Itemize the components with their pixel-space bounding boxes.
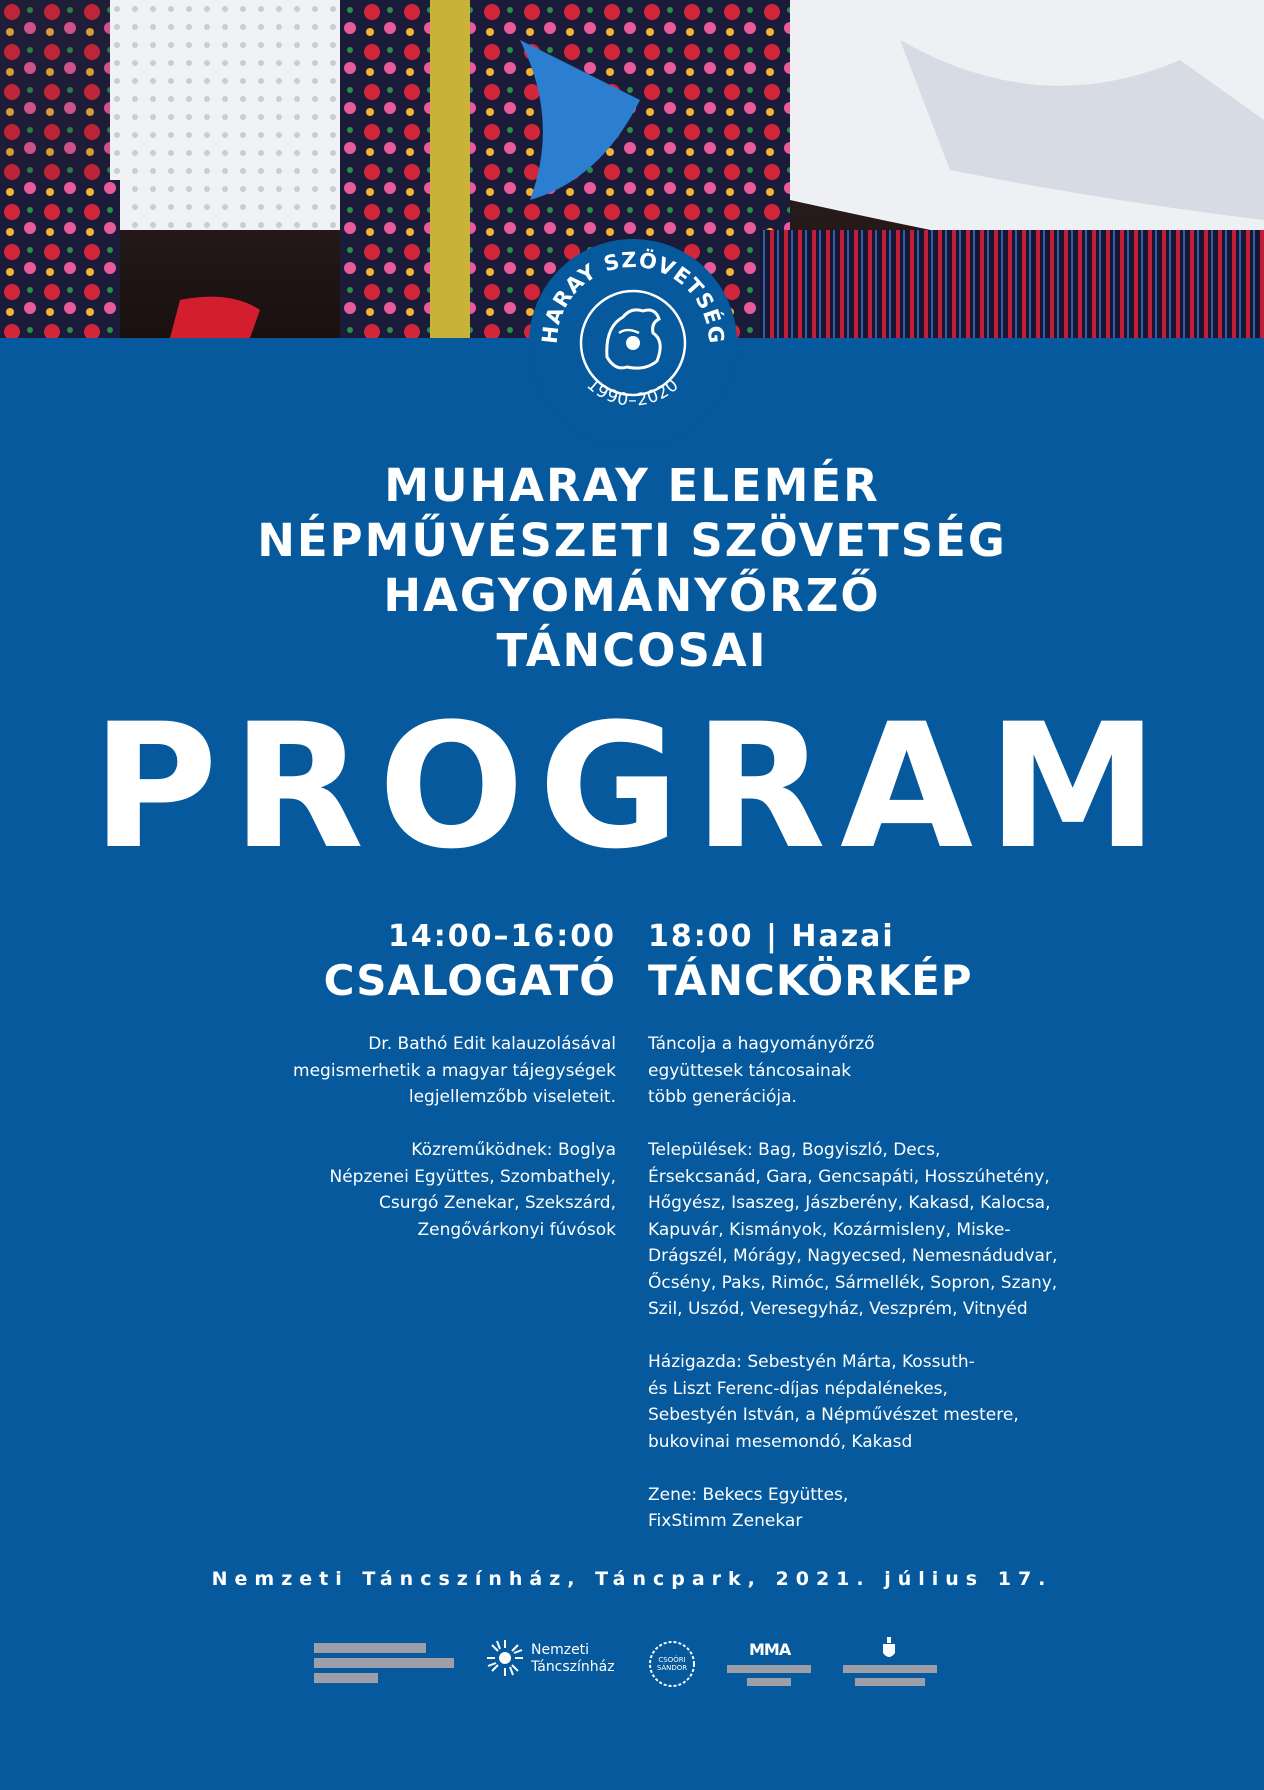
organisation-title [0, 458, 1264, 678]
program-heading: PROGRAM [91, 686, 1173, 887]
placeholder-bar [314, 1673, 378, 1683]
placeholder-bar [314, 1658, 454, 1668]
event-description: Dr. Bathó Edit kalauzolásával megismerhetik a magyar tájegységek legjellemzőbb viseleteit. [293, 1034, 616, 1107]
org-title-line: TÁNCOSAI [496, 624, 768, 677]
org-title-line: HAGYOMÁNYŐRZŐ [383, 569, 881, 622]
placeholder-bar [727, 1665, 811, 1673]
csoori-logo-line: SÁNDOR [656, 1664, 688, 1672]
event-csalogato [200, 918, 616, 1270]
sponsor-logos [0, 1626, 1264, 1706]
event-tanckorkep [648, 918, 1088, 1561]
emblem-ring-text: HARAY SZÖVETSÉG [537, 247, 729, 346]
placeholder-bar [855, 1678, 925, 1686]
event-time: 14:00–16:00 [388, 919, 616, 954]
event-host: Házigazda: Sebestyén Márta, Kossuth- és Liszt Ferenc-díjas népdalénekes, Sebestyén István, a Népművészet mestere, bukovinai mesemondó, Kakasd [648, 1352, 1019, 1452]
venue-line: Nemzeti Táncszínház, Táncpark, 2021. július 17. [211, 1568, 1053, 1590]
placeholder-bar [747, 1678, 791, 1686]
sunburst-icon [485, 1638, 525, 1678]
placeholder-bar [843, 1665, 937, 1673]
org-title-line: MUHARAY ELEMÉR [384, 459, 880, 512]
emblem-years: 1990–2020 [582, 374, 684, 411]
emblem-seal-icon [527, 237, 739, 449]
event-description: Táncolja a hagyományőrző együttesek táncosainak több generációja. [648, 1034, 875, 1107]
placeholder-bar [314, 1643, 426, 1653]
org-title-line: NÉPMŰVÉSZETI SZÖVETSÉG [257, 514, 1007, 567]
event-name: TÁNCKÖRKÉP [648, 956, 973, 1005]
event-performers: Közreműködnek: Boglya Népzenei Együttes, Szombathely, Csurgó Zenekar, Szekszárd, Zengővárkonyi fúvósok [329, 1140, 616, 1240]
event-settlements: Települések: Bag, Bogyiszló, Decs, Érsekcsanád, Gara, Gencsapáti, Hosszúhetény, Hőgyész, Isaszeg, Jászberény, Kakasd, Kalocsa, Kapuvár, Kismányok, Kozármisleny, Miske- Drágszél, Mórágy, Nagyecsed, Nemesnádudvar, Őcsény, Paks, Rimóc, Sármellék, Sopron, Szany, Szil, Uszód, Veresegyház, Veszprém, Vitnyéd [648, 1140, 1058, 1319]
event-time: 18:00 | Hazai [648, 919, 895, 954]
csoori-logo-line: CSOÓRI [658, 1656, 686, 1664]
nt-logo-line: Táncszínház [531, 1659, 615, 1675]
coat-of-arms-icon [881, 1637, 897, 1661]
muharay-emblem [527, 237, 739, 449]
nt-logo-line: Nemzeti [531, 1642, 590, 1658]
event-music: Zene: Bekecs Együttes, FixStimm Zenekar [648, 1484, 849, 1531]
event-name: CSALOGATÓ [323, 956, 616, 1005]
mma-logo-text: MMA [749, 1640, 791, 1659]
